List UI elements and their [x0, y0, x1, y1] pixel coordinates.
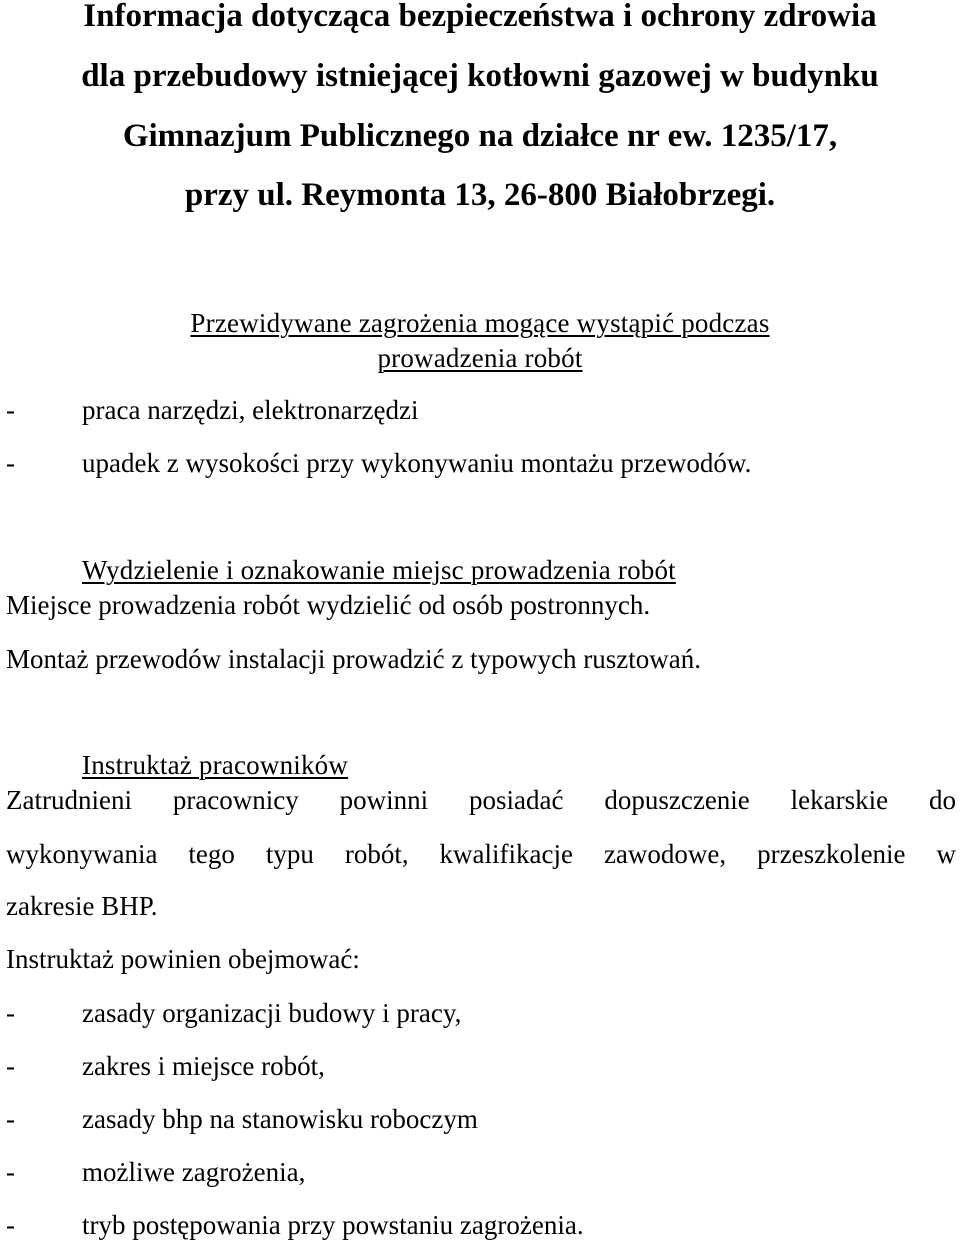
- document-title-line-1: Informacja dotycząca bezpieczeństwa i ochrony zdrowia: [83, 0, 877, 34]
- document-title-line-3: Gimnazjum Publicznego na działce nr ew. 1235/17,: [122, 118, 838, 154]
- list-dash: -: [6, 1157, 15, 1187]
- list-item-text: możliwe zagrożenia,: [82, 1157, 306, 1187]
- list-dash: -: [6, 1104, 15, 1134]
- marking-line-1: Miejsce prowadzenia robót wydzielić od osób postronnych.: [6, 590, 651, 620]
- training-list-item: [6, 1156, 305, 1188]
- marking-line-2: Montaż przewodów instalacji prowadzić z typowych rusztowań.: [6, 644, 702, 674]
- marking-heading: Wydzielenie i oznakowanie miejsc prowadzenia robót: [82, 555, 676, 585]
- list-dash: -: [6, 998, 15, 1028]
- hazards-list-item: [6, 447, 751, 479]
- list-dash: -: [6, 1210, 15, 1240]
- list-dash: -: [6, 448, 15, 478]
- hazards-list-item: [6, 394, 419, 426]
- training-heading: Instruktaż pracowników: [82, 750, 349, 780]
- document-title-line-2: dla przebudowy istniejącej kotłowni gazowej w budynku: [81, 58, 879, 94]
- hazards-heading-line-2: prowadzenia robót: [377, 343, 583, 373]
- list-item-text: zasady organizacji budowy i pracy,: [82, 998, 462, 1028]
- training-paragraph-line-1: Zatrudnieni pracownicy powinni posiadać dopuszczenie lekarskie do: [6, 785, 956, 815]
- list-item-text: praca narzędzi, elektronarzędzi: [82, 395, 419, 425]
- training-list-item: [6, 1050, 325, 1082]
- training-list-item: [6, 1209, 584, 1241]
- training-paragraph-line-2: wykonywania tego typu robót, kwalifikacje zawodowe, przeszkolenie w: [6, 839, 956, 869]
- list-dash: -: [6, 1051, 15, 1081]
- hazards-heading-line-1: Przewidywane zagrożenia mogące wystąpić podczas: [190, 308, 770, 338]
- training-intro: Instruktaż powinien obejmować:: [6, 944, 360, 974]
- list-item-text: zasady bhp na stanowisku roboczym: [82, 1104, 478, 1134]
- list-item-text: tryb postępowania przy powstaniu zagrożenia.: [82, 1210, 584, 1240]
- training-paragraph-line-3: zakresie BHP.: [6, 891, 158, 921]
- list-item-text: upadek z wysokości przy wykonywaniu montażu przewodów.: [82, 448, 752, 478]
- training-list-item: [6, 1103, 478, 1135]
- list-dash: -: [6, 395, 15, 425]
- training-list-item: [6, 997, 461, 1029]
- document-title-line-4: przy ul. Reymonta 13, 26-800 Białobrzegi.: [184, 177, 776, 213]
- list-item-text: zakres i miejsce robót,: [82, 1051, 325, 1081]
